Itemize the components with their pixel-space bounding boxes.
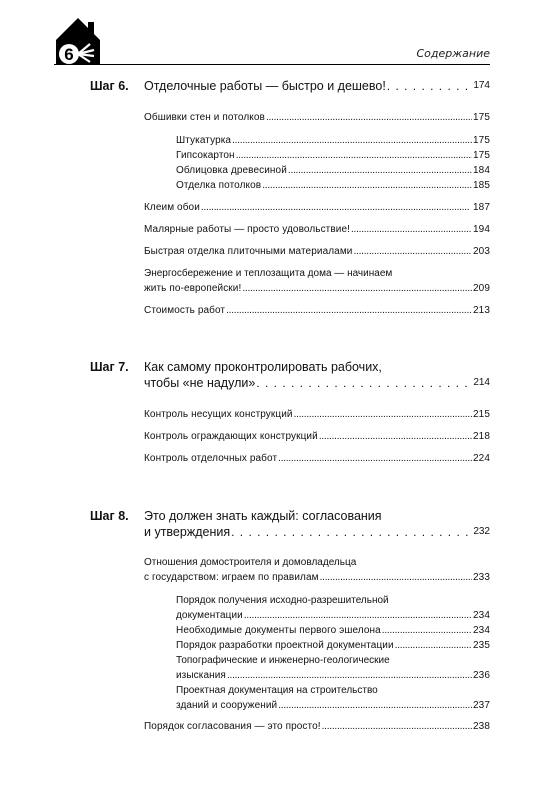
header-rule	[54, 64, 490, 65]
page-ref: 214	[473, 377, 490, 388]
dot-leader	[320, 572, 472, 584]
dot-leader	[242, 283, 472, 295]
page-ref: 175	[473, 112, 490, 123]
page-ref: 215	[473, 409, 490, 420]
page-ref: 187	[473, 202, 490, 213]
entry-title: Клеим обои	[144, 202, 200, 213]
dot-leader	[232, 135, 472, 147]
page-ref: 236	[473, 670, 490, 681]
entry-title: Штукатурка	[176, 135, 232, 146]
entry-title: Контроль ограждающих конструкций	[144, 431, 318, 442]
page-ref: 218	[473, 431, 490, 442]
page-ref: 175	[473, 135, 490, 146]
step-title-entry[interactable]	[144, 524, 490, 540]
step-title: и утверждения	[144, 525, 231, 539]
toc-entry[interactable]	[144, 453, 490, 465]
dot-leader	[256, 375, 472, 391]
step-title-entry[interactable]	[144, 78, 490, 94]
toc-entry[interactable]	[144, 224, 490, 236]
page-ref: 213	[473, 305, 490, 316]
entry-title: Гипсокартон	[176, 150, 235, 161]
entry-title: Порядок согласования — это просто!	[144, 721, 321, 732]
page-ref: 233	[473, 572, 490, 583]
entry-title: Контроль отделочных работ	[144, 453, 278, 464]
step-title: Это должен знать каждый: согласования	[144, 509, 382, 523]
entry-title: Порядок разработки проектной документации	[176, 640, 394, 651]
toc-entry[interactable]	[144, 202, 490, 214]
page-ref: 203	[473, 246, 490, 257]
entry-title: документации	[176, 610, 243, 621]
entry-title-line: Энергосбережение и теплозащита дома — начинаем	[144, 268, 393, 279]
toc-subentry[interactable]	[176, 640, 490, 652]
dot-leader	[231, 524, 472, 540]
step-title: Как самому проконтролировать рабочих,	[144, 360, 382, 374]
entry-title-line: Отношения домостроителя и домовладельца	[144, 557, 357, 568]
dot-leader	[227, 670, 472, 682]
page-ref: 234	[473, 610, 490, 621]
page-ref: 237	[473, 700, 490, 711]
dot-leader	[382, 625, 472, 637]
toc-entry[interactable]	[144, 305, 490, 317]
page-ref: 232	[473, 526, 490, 537]
toc-entry[interactable]	[144, 283, 490, 295]
toc-entry[interactable]	[144, 409, 490, 421]
dot-leader	[278, 453, 472, 465]
page-ref: 185	[473, 180, 490, 191]
entry-title: Облицовка древесиной	[176, 165, 287, 176]
dot-leader	[244, 610, 472, 622]
dot-leader	[322, 721, 472, 733]
toc-subentry[interactable]	[176, 150, 490, 162]
entry-title-line: Проектная документация на строительство	[176, 685, 378, 696]
dot-leader	[351, 224, 472, 236]
entry-title: Контроль несущих конструкций	[144, 409, 293, 420]
toc-entry[interactable]	[144, 246, 490, 258]
entry-title: Малярные работы — просто удовольствие!	[144, 224, 350, 235]
step-title: Отделочные работы — быстро и дешево!	[144, 79, 386, 93]
step-label: Шаг 7.	[90, 360, 129, 374]
dot-leader	[395, 640, 472, 652]
toc-subentry[interactable]	[176, 625, 490, 637]
entry-title-line: Топографические и инженерно-геологические	[176, 655, 390, 666]
entry-title: с государством: играем по правилам	[144, 572, 319, 583]
dot-leader	[319, 431, 472, 443]
entry-title: Необходимые документы первого эшелона	[176, 625, 381, 636]
dot-leader	[278, 700, 472, 712]
page-ref: 224	[473, 453, 490, 464]
dot-leader	[262, 180, 472, 192]
dot-leader	[294, 409, 472, 421]
step-label: Шаг 6.	[90, 79, 129, 93]
step-title-entry[interactable]	[144, 375, 490, 391]
dot-leader	[288, 165, 472, 177]
toc-subentry[interactable]	[176, 700, 490, 712]
toc-entry[interactable]	[144, 431, 490, 443]
page-number: 6	[64, 45, 74, 64]
page-ref: 175	[473, 150, 490, 161]
toc-subentry[interactable]	[176, 165, 490, 177]
dot-leader	[236, 150, 472, 162]
page-ref: 184	[473, 165, 490, 176]
entry-title: Обшивки стен и потолков	[144, 112, 265, 123]
step-label: Шаг 8.	[90, 509, 129, 523]
page-ref: 235	[473, 640, 490, 651]
dot-leader	[354, 246, 473, 258]
dot-leader	[266, 112, 472, 124]
page-ref: 238	[473, 721, 490, 732]
toc-entry[interactable]	[144, 572, 490, 584]
entry-title-line: Порядок получения исходно-разрешительной	[176, 595, 389, 606]
page-ref: 174	[473, 80, 490, 91]
page-ref: 209	[473, 283, 490, 294]
running-head: Содержание	[416, 47, 490, 60]
toc-entry[interactable]	[144, 112, 490, 124]
entry-title: изыскания	[176, 670, 226, 681]
dot-leader	[387, 78, 473, 94]
toc-entry[interactable]	[144, 721, 490, 733]
toc-subentry[interactable]	[176, 670, 490, 682]
house-logo-icon	[54, 14, 102, 66]
step-title: чтобы «не надули»	[144, 376, 256, 390]
entry-title: Стоимость работ	[144, 305, 226, 316]
dot-leader	[201, 202, 472, 214]
page-ref: 194	[473, 224, 490, 235]
entry-title: жить по-европейски!	[144, 283, 242, 294]
page-ref: 234	[473, 625, 490, 636]
toc-subentry[interactable]	[176, 180, 490, 192]
entry-title: зданий и сооружений	[176, 700, 278, 711]
entry-title: Отделка потолков	[176, 180, 262, 191]
toc-subentry[interactable]	[176, 135, 490, 147]
toc-subentry[interactable]	[176, 610, 490, 622]
entry-title: Быстрая отделка плиточными материалами	[144, 246, 353, 257]
dot-leader	[226, 305, 472, 317]
